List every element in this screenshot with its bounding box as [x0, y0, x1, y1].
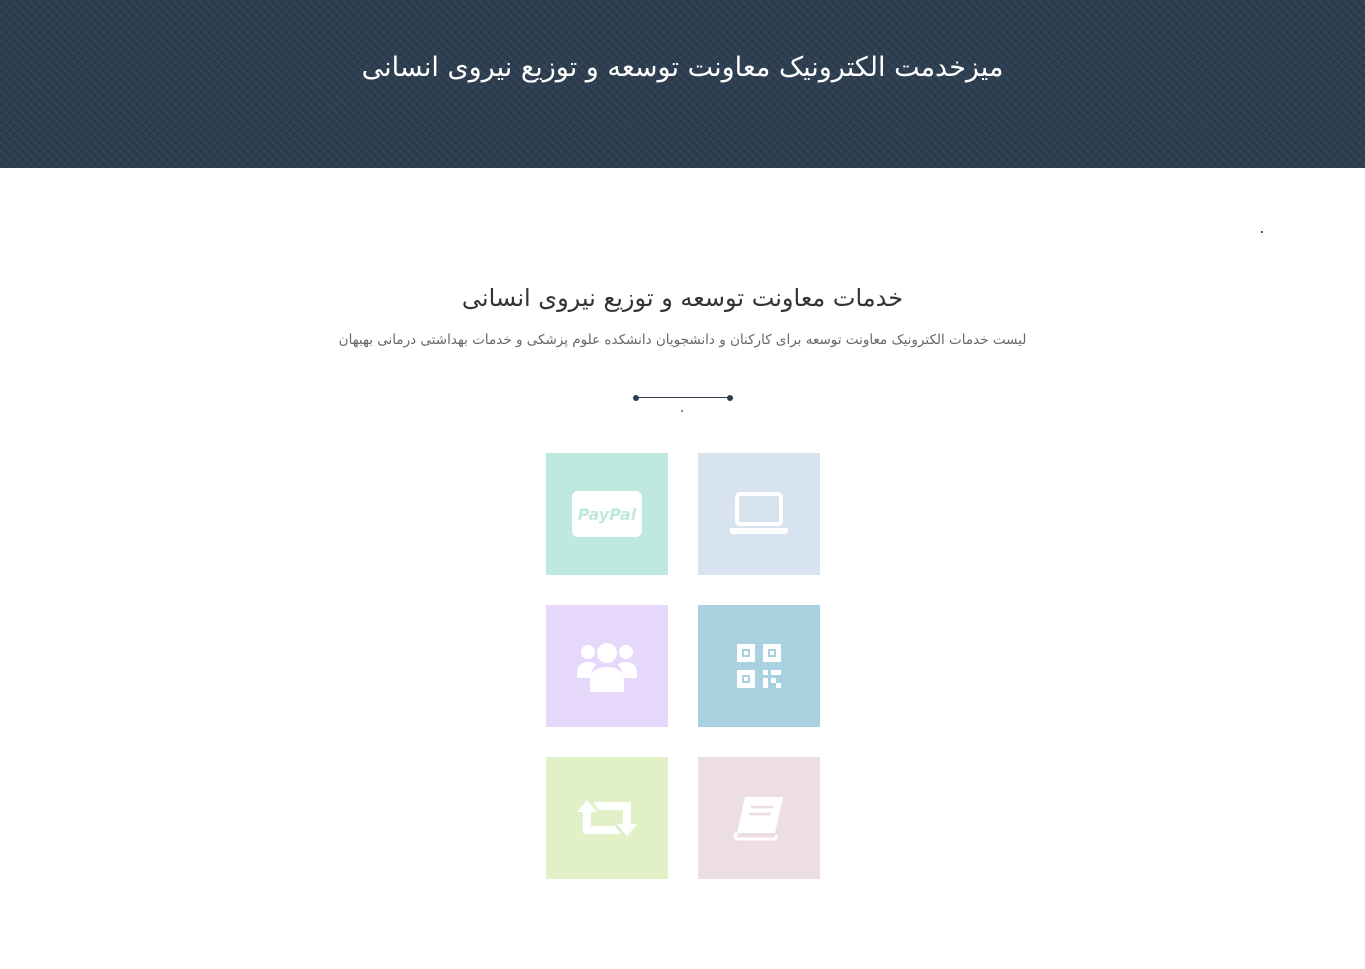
retweet-icon: [577, 798, 637, 838]
section-divider: [633, 395, 733, 401]
service-tile[interactable]: [546, 453, 668, 575]
laptop-icon: [729, 492, 789, 536]
hero-banner: [0, 0, 1365, 168]
divider-dot: [681, 410, 683, 412]
section-title: خدمات معاونت توسعه و توزیع نیروی انسانی: [461, 284, 904, 312]
section-subtitle: لیست خدمات الکترونیک معاونت توسعه برای کارکنان و دانشجویان دانشکده علوم پزشکی و خدمات بهداشتی درمانی بهبهان: [338, 332, 1027, 348]
service-tile[interactable]: [698, 757, 820, 879]
book-icon: [733, 795, 785, 841]
page-title: میزخدمت الکترونیک معاونت توسعه و توزیع نیروی انسانی: [361, 52, 1004, 83]
qr-code-icon: [737, 644, 781, 688]
service-tile[interactable]: [698, 605, 820, 727]
decorative-dot: [1261, 231, 1263, 233]
service-tile[interactable]: [546, 605, 668, 727]
users-icon: [577, 640, 637, 692]
service-tile[interactable]: [698, 453, 820, 575]
paypal-icon: PayPal: [572, 491, 642, 537]
service-tile[interactable]: [546, 757, 668, 879]
